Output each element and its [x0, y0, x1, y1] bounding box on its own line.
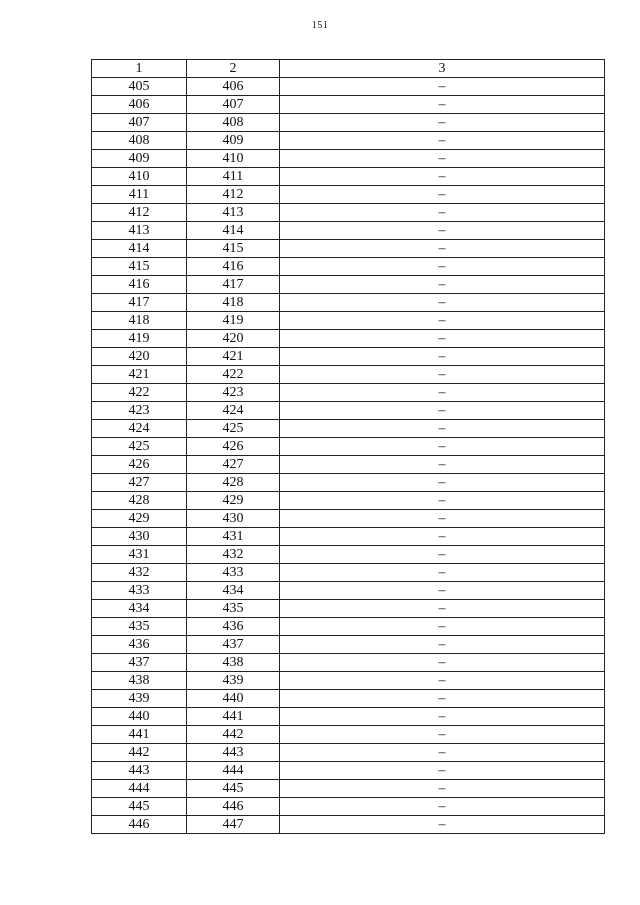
table-cell-col-1: 440 — [92, 708, 187, 726]
table-cell-col-3: – — [280, 420, 605, 438]
table-cell-col-3: – — [280, 636, 605, 654]
table-cell-col-3: – — [280, 204, 605, 222]
table-row — [92, 492, 605, 510]
table-cell-col-1: 429 — [92, 510, 187, 528]
table-cell-col-1: 410 — [92, 168, 187, 186]
table-row — [92, 762, 605, 780]
table-cell-col-1: 428 — [92, 492, 187, 510]
table-cell-col-1: 419 — [92, 330, 187, 348]
table-cell-col-3: – — [280, 780, 605, 798]
table-cell-col-1: 433 — [92, 582, 187, 600]
table-cell-col-3: – — [280, 798, 605, 816]
table-cell-col-1: 411 — [92, 186, 187, 204]
table-cell-col-2: 434 — [187, 582, 280, 600]
table-cell-col-3: – — [280, 438, 605, 456]
table-row — [92, 672, 605, 690]
table-row — [92, 546, 605, 564]
table-cell-col-2: 431 — [187, 528, 280, 546]
table-cell-col-3: – — [280, 366, 605, 384]
table-row — [92, 78, 605, 96]
table-cell-col-3: – — [280, 258, 605, 276]
table-cell-col-2: 408 — [187, 114, 280, 132]
table-row — [92, 330, 605, 348]
table-cell-col-2: 441 — [187, 708, 280, 726]
table-row — [92, 312, 605, 330]
table-cell-col-2: 407 — [187, 96, 280, 114]
table-row — [92, 150, 605, 168]
table-cell-col-2: 444 — [187, 762, 280, 780]
table-cell-col-2: 417 — [187, 276, 280, 294]
table-row — [92, 510, 605, 528]
table-cell-col-1: 423 — [92, 402, 187, 420]
table-cell-col-1: 417 — [92, 294, 187, 312]
table-cell-col-3: – — [280, 744, 605, 762]
table-cell-col-3: – — [280, 510, 605, 528]
page-number: 151 — [311, 20, 329, 31]
table-cell-col-3: – — [280, 240, 605, 258]
table-cell-col-2: 426 — [187, 438, 280, 456]
table-cell-col-2: 420 — [187, 330, 280, 348]
table-cell-col-3: – — [280, 114, 605, 132]
table-cell-col-1: 437 — [92, 654, 187, 672]
table-cell-col-2: 445 — [187, 780, 280, 798]
table-cell-col-3: – — [280, 708, 605, 726]
table-row — [92, 690, 605, 708]
table-cell-col-1: 413 — [92, 222, 187, 240]
table-cell-col-2: 439 — [187, 672, 280, 690]
table-row — [92, 564, 605, 582]
table-cell-col-3: – — [280, 600, 605, 618]
table-cell-col-2: 415 — [187, 240, 280, 258]
table-cell-col-3: – — [280, 564, 605, 582]
table-cell-col-2: 406 — [187, 78, 280, 96]
table-cell-col-3: – — [280, 330, 605, 348]
table-row — [92, 168, 605, 186]
table-cell-col-1: 421 — [92, 366, 187, 384]
table-cell-col-1: 416 — [92, 276, 187, 294]
table-cell-col-1: 405 — [92, 78, 187, 96]
table-cell-col-3: – — [280, 816, 605, 834]
table-cell-col-2: 422 — [187, 366, 280, 384]
table-cell-col-1: 438 — [92, 672, 187, 690]
table-cell-col-2: 428 — [187, 474, 280, 492]
table-row — [92, 276, 605, 294]
table-cell-col-3: – — [280, 528, 605, 546]
table-cell-col-2: 410 — [187, 150, 280, 168]
header-row — [92, 60, 605, 78]
table-row — [92, 348, 605, 366]
table-cell-col-3: – — [280, 96, 605, 114]
table-body — [92, 78, 605, 834]
table-row — [92, 744, 605, 762]
table-cell-col-2: 421 — [187, 348, 280, 366]
table-cell-col-3: – — [280, 654, 605, 672]
table-cell-col-1: 422 — [92, 384, 187, 402]
table-cell-col-2: 446 — [187, 798, 280, 816]
table-row — [92, 708, 605, 726]
table-row — [92, 816, 605, 834]
header-col-3: 3 — [280, 60, 605, 78]
table-cell-col-3: – — [280, 78, 605, 96]
table-cell-col-2: 425 — [187, 420, 280, 438]
table-cell-col-1: 425 — [92, 438, 187, 456]
table-cell-col-2: 413 — [187, 204, 280, 222]
table-cell-col-1: 424 — [92, 420, 187, 438]
table-cell-col-3: – — [280, 672, 605, 690]
table-cell-col-3: – — [280, 186, 605, 204]
table-cell-col-1: 442 — [92, 744, 187, 762]
table-cell-col-2: 433 — [187, 564, 280, 582]
table-cell-col-1: 436 — [92, 636, 187, 654]
table-cell-col-3: – — [280, 546, 605, 564]
table-cell-col-2: 442 — [187, 726, 280, 744]
table-cell-col-1: 427 — [92, 474, 187, 492]
table-cell-col-2: 443 — [187, 744, 280, 762]
table-row — [92, 456, 605, 474]
table-cell-col-2: 440 — [187, 690, 280, 708]
table-cell-col-1: 408 — [92, 132, 187, 150]
table-cell-col-3: – — [280, 762, 605, 780]
table-cell-col-3: – — [280, 402, 605, 420]
data-table — [91, 59, 605, 834]
table-cell-col-1: 446 — [92, 816, 187, 834]
table-cell-col-1: 441 — [92, 726, 187, 744]
table-cell-col-2: 447 — [187, 816, 280, 834]
table-row — [92, 780, 605, 798]
table-cell-col-1: 418 — [92, 312, 187, 330]
table-cell-col-2: 432 — [187, 546, 280, 564]
table-cell-col-3: – — [280, 312, 605, 330]
table-row — [92, 726, 605, 744]
table-cell-col-3: – — [280, 618, 605, 636]
table-row — [92, 132, 605, 150]
table-row — [92, 366, 605, 384]
table-cell-col-1: 426 — [92, 456, 187, 474]
table-row — [92, 204, 605, 222]
table-row — [92, 438, 605, 456]
table-cell-col-3: – — [280, 726, 605, 744]
table-cell-col-2: 411 — [187, 168, 280, 186]
table-cell-col-3: – — [280, 168, 605, 186]
table-cell-col-1: 415 — [92, 258, 187, 276]
table-cell-col-2: 435 — [187, 600, 280, 618]
table-cell-col-2: 438 — [187, 654, 280, 672]
table-cell-col-3: – — [280, 582, 605, 600]
table-cell-col-2: 436 — [187, 618, 280, 636]
table-cell-col-3: – — [280, 294, 605, 312]
table-row — [92, 402, 605, 420]
table-header — [92, 60, 605, 78]
table-row — [92, 798, 605, 816]
table-cell-col-2: 419 — [187, 312, 280, 330]
table-row — [92, 114, 605, 132]
table-row — [92, 528, 605, 546]
table-cell-col-1: 412 — [92, 204, 187, 222]
table-row — [92, 420, 605, 438]
table-cell-col-3: – — [280, 384, 605, 402]
table-row — [92, 384, 605, 402]
table-cell-col-1: 439 — [92, 690, 187, 708]
table-cell-col-1: 406 — [92, 96, 187, 114]
table-cell-col-2: 409 — [187, 132, 280, 150]
table-cell-col-1: 409 — [92, 150, 187, 168]
table-row — [92, 186, 605, 204]
table-cell-col-2: 437 — [187, 636, 280, 654]
table-cell-col-1: 443 — [92, 762, 187, 780]
table-row — [92, 222, 605, 240]
table-cell-col-2: 430 — [187, 510, 280, 528]
table-cell-col-1: 444 — [92, 780, 187, 798]
table-row — [92, 474, 605, 492]
table-row — [92, 654, 605, 672]
table-cell-col-3: – — [280, 132, 605, 150]
header-col-1: 1 — [92, 60, 187, 78]
table-cell-col-2: 427 — [187, 456, 280, 474]
table-cell-col-1: 432 — [92, 564, 187, 582]
table-cell-col-1: 431 — [92, 546, 187, 564]
table-cell-col-3: – — [280, 348, 605, 366]
table-cell-col-3: – — [280, 474, 605, 492]
table-cell-col-1: 434 — [92, 600, 187, 618]
table-cell-col-2: 418 — [187, 294, 280, 312]
table-cell-col-1: 414 — [92, 240, 187, 258]
table-cell-col-2: 412 — [187, 186, 280, 204]
table-cell-col-1: 430 — [92, 528, 187, 546]
header-col-2: 2 — [187, 60, 280, 78]
table-cell-col-1: 420 — [92, 348, 187, 366]
table-row — [92, 618, 605, 636]
table-row — [92, 636, 605, 654]
table-cell-col-2: 424 — [187, 402, 280, 420]
table-row — [92, 600, 605, 618]
table-cell-col-3: – — [280, 456, 605, 474]
table-row — [92, 96, 605, 114]
table-cell-col-1: 407 — [92, 114, 187, 132]
table-cell-col-3: – — [280, 222, 605, 240]
table-cell-col-2: 423 — [187, 384, 280, 402]
table-cell-col-1: 445 — [92, 798, 187, 816]
table-cell-col-3: – — [280, 276, 605, 294]
table-cell-col-3: – — [280, 150, 605, 168]
table-row — [92, 294, 605, 312]
table-cell-col-2: 429 — [187, 492, 280, 510]
table-cell-col-3: – — [280, 690, 605, 708]
table-row — [92, 582, 605, 600]
table-row — [92, 258, 605, 276]
table-cell-col-2: 416 — [187, 258, 280, 276]
table-row — [92, 240, 605, 258]
table-cell-col-1: 435 — [92, 618, 187, 636]
table-cell-col-3: – — [280, 492, 605, 510]
table-cell-col-2: 414 — [187, 222, 280, 240]
